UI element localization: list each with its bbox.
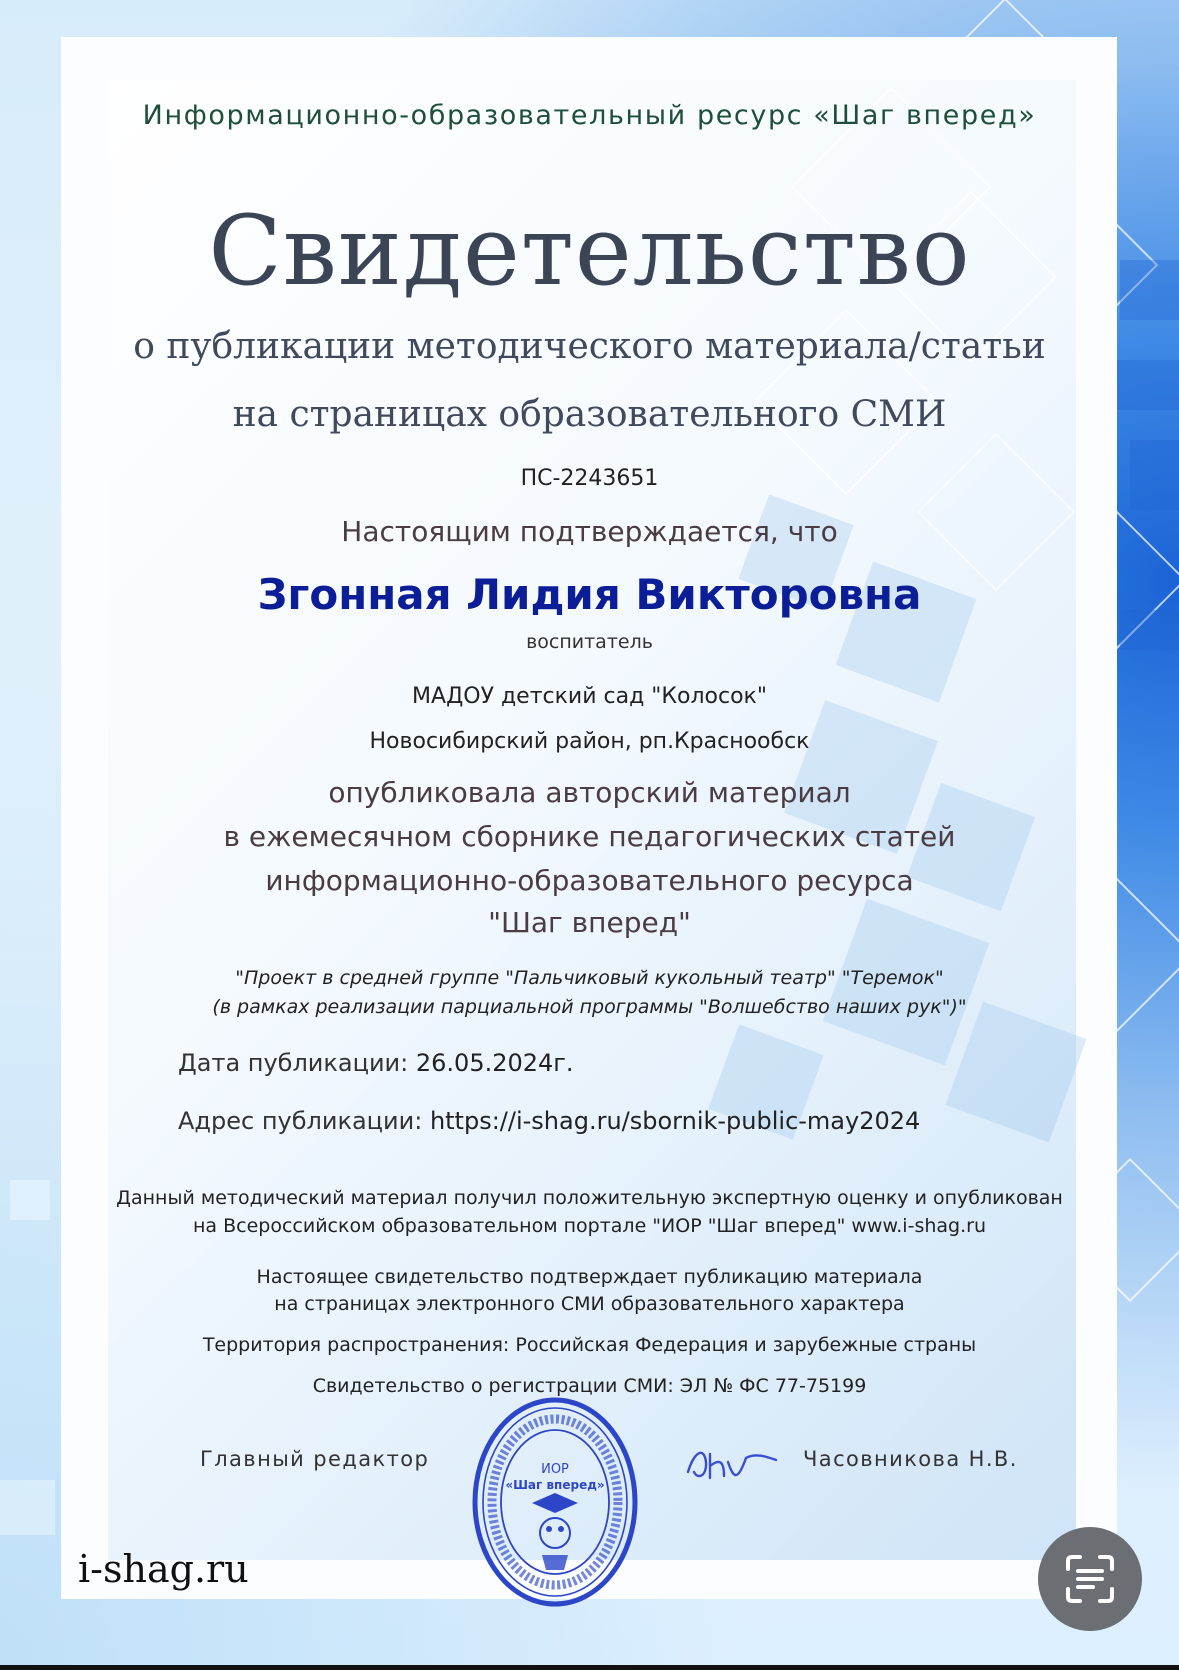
article-title-line1: "Проект в средней группе "Пальчиковый кукольный театр" "Теремок" (235, 967, 944, 989)
certificate-number: ПС-2243651 (520, 466, 659, 491)
publication-date (178, 1049, 574, 1077)
editor-label: Главный редактор (200, 1447, 430, 1471)
handwritten-signature (680, 1432, 780, 1492)
stamp-center-text: ИОР (541, 1462, 569, 1477)
publication-address-label: Адрес публикации: (178, 1107, 423, 1135)
publication-address-value: https://i-shag.ru/sbornik-public-may2024 (429, 1107, 921, 1135)
publication-address (178, 1107, 920, 1135)
review-line1: Данный методический материал получил положительную экспертную оценку и опубликован (116, 1187, 1063, 1209)
organization-location: Новосибирский район, рп.Краснообск (369, 729, 810, 754)
resource-name: Информационно-образовательный ресурс «Шаг вперед» (142, 100, 1037, 131)
publication-date-value: 26.05.2024г. (415, 1049, 574, 1077)
confirmation-line2: на страницах электронного СМИ образовательного характера (274, 1293, 905, 1315)
certificate-subtitle-line1: о публикации методического материала/статьи (133, 326, 1046, 367)
publication-line: информационно-образовательного ресурса (265, 864, 914, 897)
publication-date-label: Дата публикации: (178, 1049, 409, 1077)
publication-line: опубликовала авторский материал (328, 776, 851, 809)
official-stamp (470, 1395, 640, 1610)
site-url: i-shag.ru (78, 1547, 249, 1591)
recipient-name: Згонная Лидия Викторовна (257, 570, 922, 619)
recipient-position: воспитатель (526, 631, 653, 653)
publication-line: "Шаг вперед" (488, 906, 691, 939)
organization-name: МАДОУ детский сад "Колосок" (412, 684, 767, 709)
publication-line: в ежемесячном сборнике педагогических статей (223, 820, 956, 853)
media-registration: Свидетельство о регистрации СМИ: ЭЛ № ФС 77-75199 (312, 1375, 867, 1397)
certificate-subtitle-line2: на страницах образовательного СМИ (232, 394, 947, 435)
text-scan-icon (1060, 1549, 1120, 1609)
article-title-line2: (в рамках реализации парциальной программы "Волшебство наших рук")" (212, 996, 967, 1018)
confirm-statement: Настоящим подтверждается, что (341, 515, 838, 548)
confirmation-line1: Настоящее свидетельство подтверждает публикацию материала (256, 1266, 923, 1288)
editor-name: Часовникова Н.В. (803, 1447, 1018, 1471)
certificate-title: Свидетельство (208, 195, 971, 307)
stamp-center-text: «Шаг вперед» (505, 1478, 605, 1492)
review-line2: на Всероссийском образовательном портале "ИОР "Шаг вперед" www.i-shag.ru (193, 1215, 986, 1237)
distribution-territory: Территория распространения: Российская Федерация и зарубежные страны (202, 1334, 977, 1356)
text-scan-button[interactable] (1038, 1527, 1142, 1631)
bottom-edge (0, 1665, 1179, 1670)
